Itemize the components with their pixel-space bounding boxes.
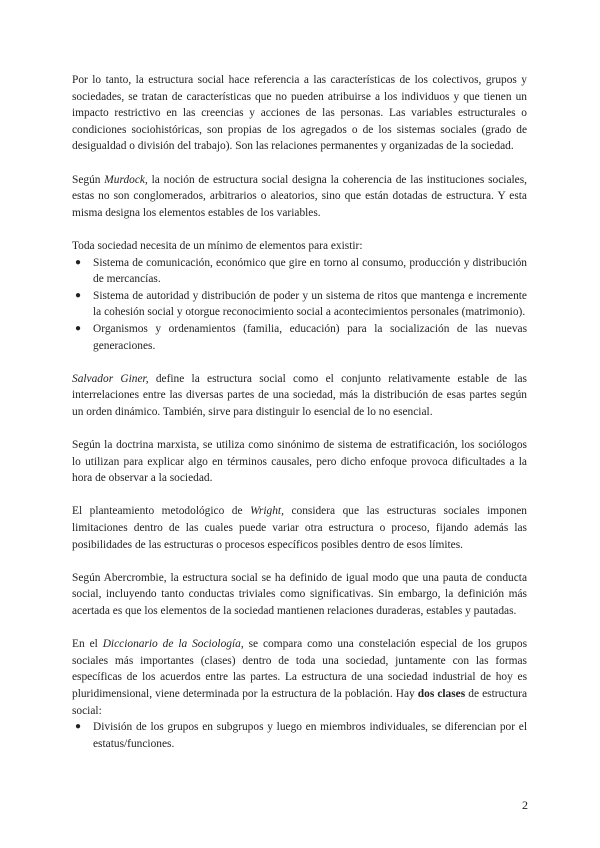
paragraph-diccionario bbox=[72, 636, 527, 719]
text-run: considera que las estructuras sociales imponen limitaciones dentro de las cuales puede variar otra estructura o proceso, fijando además las posibilidades de las estructuras o procesos específicos posibles dentro de esos límites. bbox=[72, 505, 527, 551]
list-item-text: División de los grupos en subgrupos y luego en miembros individuales, se diferencian por el estatus/funciones. bbox=[93, 721, 527, 750]
text-run: , se compara como una constelación especial de los grupos sociales más importantes (clases) dentro de toda una sociedad, juntamente con las formas específicas de los acuerdos entre las partes. La estructura de una sociedad industrial de hoy es pluridimensional, viene determinada por la estructura de la población. Hay bbox=[72, 638, 528, 700]
paragraph-giner bbox=[72, 371, 527, 421]
paragraph-estructura-social: Por lo tanto, la estructura social hace referencia a las características de los colectivos, grupos y sociedades, se tratan de características que no pueden atribuirse a los individuos y que tienen un impacto restrictivo en las creencias y acciones de las personas. Las variables estructurales o condiciones sociohistóricas, son propias de los agregados o de los sistemas sociales (grado de desigualdad o división del trabajo). Son las relaciones permanentes y organizadas de la sociedad. bbox=[72, 74, 527, 153]
bullet-icon: ● bbox=[75, 721, 82, 733]
text-run: de estructura social: bbox=[72, 687, 527, 717]
paragraph-elementos-intro: Toda sociedad necesita de un mínimo de elementos para existir: bbox=[72, 239, 363, 252]
book-title: Diccionario de la Sociología bbox=[102, 638, 241, 651]
bullet-icon: ● bbox=[75, 256, 82, 268]
page-content bbox=[72, 72, 527, 752]
list-item-text: Sistema de autoridad y distribución de poder y un sistema de ritos que mantenga e incremente la cohesión social y otorgue reconocimiento social a acontecimientos personales (matrimonio). bbox=[93, 289, 527, 319]
text-run: Según bbox=[72, 173, 105, 186]
list-item bbox=[72, 255, 527, 288]
paragraph-abercrombie: Según Abercrombie, la estructura social se ha definido de igual modo que una pauta de conducta social, incluyendo tanto conductas triviales como significativas. Sin embargo, la definición más acertada es que los elementos de la sociedad mantienen relaciones duraderas, estables y pautadas. bbox=[72, 571, 527, 617]
elements-list bbox=[72, 255, 527, 355]
bullet-icon: ● bbox=[75, 322, 82, 334]
clases-list bbox=[72, 719, 527, 752]
page-number: 2 bbox=[522, 798, 528, 812]
paragraph-wright bbox=[72, 503, 527, 553]
list-item-text: Organismos y ordenamientos (familia, educación) para la socialización de las nuevas generaciones. bbox=[93, 322, 527, 352]
list-item bbox=[72, 719, 527, 752]
text-run: En el bbox=[72, 638, 103, 651]
bullet-icon: ● bbox=[75, 289, 82, 301]
bold-term: dos clases bbox=[417, 687, 466, 700]
list-item-text: Sistema de comunicación, económico que gire en torno al consumo, producción y distribución de mercancías. bbox=[93, 256, 527, 286]
list-item bbox=[72, 321, 527, 354]
text-run: define la estructura social como el conjunto relativamente estable de las interrelaciones entre las diversas partes de una sociedad, más la distribución de esas partes según un orden dinámico. También, sirve para distinguir lo esencial de lo no esencial. bbox=[72, 372, 527, 418]
author-wright: Wright, bbox=[250, 505, 284, 518]
text-run: El planteamiento metodológico de bbox=[72, 505, 251, 518]
author-giner: Salvador Giner, bbox=[72, 372, 149, 385]
text-run: , la noción de estructura social designa la coherencia de las instituciones sociales, estas no son conglomerados, arbitrarios o aleatorios, sino que están dotadas de estructura. Y esta misma designa los elementos estables de los variables. bbox=[72, 173, 528, 219]
paragraph-murdock bbox=[72, 172, 527, 222]
author-murdock: Murdock bbox=[104, 173, 145, 186]
list-item bbox=[72, 288, 527, 321]
paragraph-marxista: Según la doctrina marxista, se utiliza como sinónimo de sistema de estratificación, los sociólogos lo utilizan para explicar algo en términos causales, pero dicho enfoque provoca dificultades a la hora de observar a la sociedad. bbox=[72, 439, 527, 485]
